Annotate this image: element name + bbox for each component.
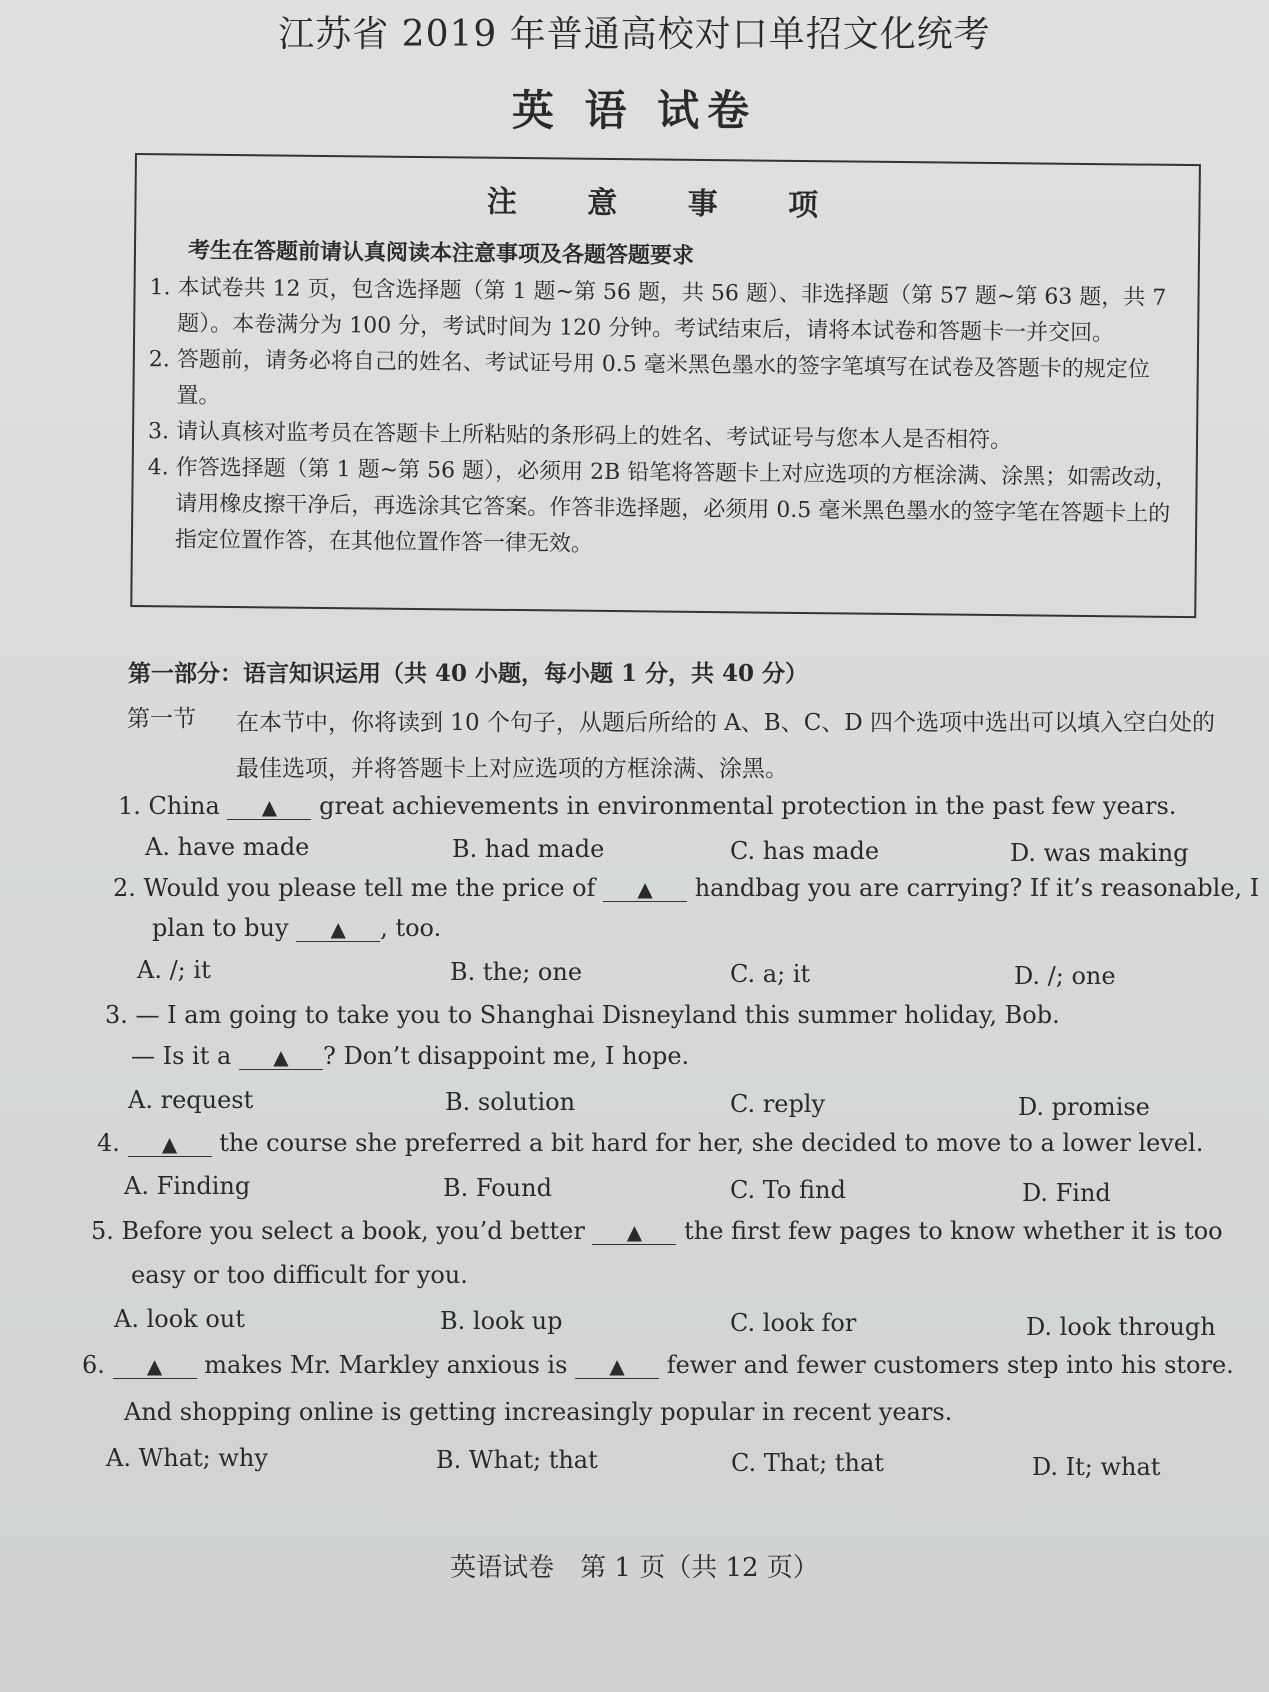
option-c: C. a; it [730,960,811,988]
option-b: B. solution [445,1088,576,1116]
part-header: 第一部分：语言知识运用（共 40 小题，每小题 1 分，共 40 分） [128,660,809,687]
option-b: B. the; one [450,958,583,986]
option-a: A. What; why [106,1444,268,1472]
section-instructions: 在本节中，你将读到 10 个句子，从题后所给的 A、B、C、D 四个选项中选出可以填入空白处的最佳选项，并将答题卡上对应选项的方框涂满、涂黑。 [236,710,1216,782]
question-text: 6. [82,1351,105,1379]
subject-title: 英 语 试卷 [511,86,758,135]
option-d: D. was making [1010,839,1189,867]
option-c: C. look for [730,1309,857,1337]
question-1-stem [118,792,1176,820]
question-text: 4. [97,1129,120,1157]
notice-item-text: 答题前，请务必将自己的姓名、考试证号用 0.5 毫米黑色墨水的签字笔填写在试卷及答题卡的规定位置。 [176,347,1150,409]
question-2-stem [113,874,1259,902]
question-text: — Is it a [131,1042,232,1070]
notice-item [147,450,1184,569]
option-b: B. What; that [436,1446,598,1474]
notice-item-number: 1. [149,275,171,301]
question-text: great achievements in environmental protection in the past few years. [319,792,1177,820]
option-a: A. have made [145,833,310,861]
question-4-stem [97,1129,1203,1157]
question-3-stem: 3. — I am going to take you to Shanghai Disneyland this summer holiday, Bob. [105,1001,1060,1029]
notice-item-text: 请认真核对监考员在答题卡上所粘贴的条形码上的姓名、考试证号与您本人是否相符。 [175,419,1013,454]
option-d: D. It; what [1032,1453,1161,1481]
page-footer: 英语试卷 第 1 页（共 12 页） [450,1553,819,1583]
notice-item [148,342,1185,425]
exam-title: 江苏省 2019 年普通高校对口单招文化统考 [278,14,991,55]
question-5-stem [91,1217,1223,1245]
notice-item-number: 4. [147,455,169,481]
notice-intro: 考生在答题前请认真阅读本注意事项及各题答题要求 [187,237,695,269]
option-c: C. That; that [731,1449,884,1477]
answer-blank: ▲ [575,1354,659,1379]
option-c: C. To find [730,1176,846,1204]
option-c: C. has made [730,837,880,865]
answer-blank: ▲ [227,795,311,820]
question-text: ? Don’t disappoint me, I hope. [322,1042,690,1070]
question-text: , too. [380,914,442,942]
notice-item-number: 2. [148,347,170,373]
question-6-stem-line2: And shopping online is getting increasingly popular in recent years. [124,1398,953,1426]
notice-item [149,270,1186,353]
notice-item-text: 作答选择题（第 1 题~第 56 题），必须用 2B 铅笔将答题卡上对应选项的方框涂满、涂黑；如需改动，请用橡皮擦干净后，再选涂其它答案。作答非选择题，必须用 0.5 毫米黑色墨水的签字笔在答题卡上的指定位置作答，在其他位置作答一律无效。 [174,455,1178,557]
answer-blank: ▲ [603,877,687,902]
question-text: 5. Before you select a book, you’d better [91,1217,585,1245]
option-d: D. /; one [1014,962,1116,990]
option-b: B. look up [440,1307,563,1335]
option-d: D. Find [1022,1179,1111,1207]
option-b: B. Found [443,1174,552,1202]
answer-blank: ▲ [128,1132,212,1157]
option-d: D. look through [1026,1313,1216,1341]
question-3-stem-line2 [131,1042,689,1070]
question-2-stem-line2 [152,914,441,942]
option-c: C. reply [730,1090,826,1118]
option-a: A. Finding [124,1172,251,1200]
question-5-stem-line2: easy or too difficult for you. [131,1261,468,1289]
option-d: D. promise [1018,1093,1150,1121]
notice-box [130,153,1201,618]
question-text: makes Mr. Markley anxious is [204,1351,568,1379]
question-text: 1. China [118,792,220,820]
option-b: B. had made [452,835,605,863]
answer-blank: ▲ [239,1045,323,1070]
notice-item-text: 本试卷共 12 页，包含选择题（第 1 题~第 56 题，共 56 题）、非选择题（第 57 题~第 63 题，共 7 题）。本卷满分为 100 分，考试时间为 120 分钟。考试结束后，请将本试卷和答题卡一并交回。 [177,275,1167,347]
notice-item-number: 3. [147,419,170,445]
option-a: A. look out [114,1305,245,1333]
question-6-stem [82,1351,1234,1379]
question-text: 2. Would you please tell me the price of [113,874,596,902]
answer-blank: ▲ [113,1354,197,1379]
question-text: handbag you are carrying? If it’s reasonable, I [694,874,1260,902]
question-text: fewer and fewer customers step into his store. [666,1351,1234,1379]
notice-heading: 注 意 事 项 [486,184,849,224]
option-a: A. request [128,1086,254,1114]
option-a: A. /; it [137,956,211,984]
answer-blank: ▲ [592,1220,676,1245]
question-text: the first few pages to know whether it is too [684,1217,1223,1245]
question-text: plan to buy [152,914,289,942]
section-label: 第一节 [127,706,196,732]
notice-list [147,270,1186,569]
question-text: the course she preferred a bit hard for her, she decided to move to a lower level. [219,1129,1204,1157]
answer-blank: ▲ [296,917,380,942]
